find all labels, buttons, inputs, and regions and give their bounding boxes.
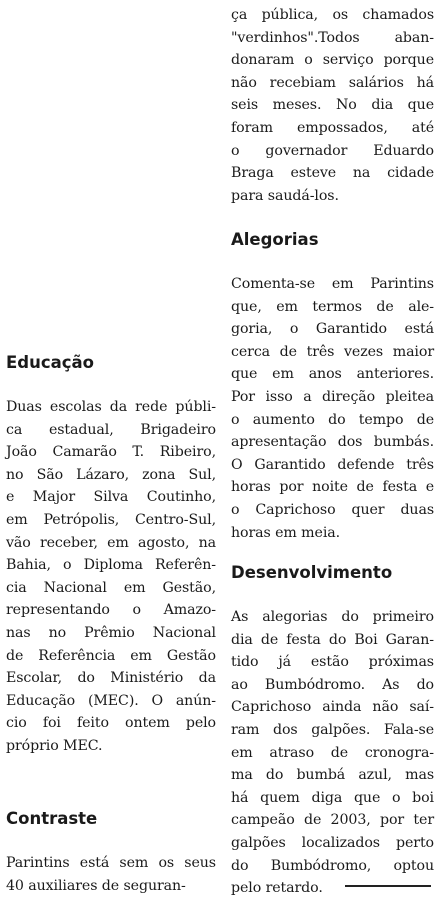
educacao-body — [6, 396, 216, 758]
text-line: nas no Prêmio Nacional — [6, 624, 216, 641]
text-line: Parintins está sem os seus — [6, 855, 216, 871]
text-line: vão receber, em agosto, na — [6, 534, 216, 551]
text-line: dia de festa do Boi Garan- — [231, 631, 434, 648]
text-line: campeão de 2003, por ter — [231, 812, 434, 829]
educacao-heading: Educação — [6, 353, 94, 372]
text-line: Bahia, o Diploma Referên- — [6, 557, 216, 574]
text-line: e Major Silva Coutinho, — [6, 489, 216, 506]
text-line: no São Lázaro, zona Sul, — [6, 466, 216, 483]
text-line: As alegorias do primeiro — [231, 609, 434, 625]
alegorias-body — [231, 273, 434, 544]
desenvolvimento-heading: Desenvolvimento — [231, 563, 393, 582]
text-line: João Camarão T. Ribeiro, — [6, 444, 216, 461]
intro-body — [231, 4, 434, 207]
intro-paragraph — [231, 4, 434, 207]
text-line: o aumento do tempo de — [231, 411, 434, 428]
alegorias-heading: Alegorias — [231, 230, 319, 249]
text-line: o governador Eduardo — [231, 142, 434, 159]
text-line: Comenta-se em Parintins — [231, 276, 434, 292]
text-line: para saudá-los. — [231, 187, 339, 204]
text-line: cerca de três vezes maior — [231, 343, 434, 360]
end-rule — [345, 885, 431, 887]
text-line: cio foi feito ontem pelo — [6, 715, 216, 732]
text-line: ca estadual, Brigadeiro — [6, 421, 216, 438]
text-line: de Referência em Gestão — [6, 647, 216, 664]
text-line: Braga esteve na cidade — [231, 165, 434, 182]
text-line: ram dos galpões. Fala-se — [231, 721, 434, 738]
text-line: não recebiam salários há — [231, 74, 434, 91]
text-line: próprio MEC. — [6, 737, 103, 754]
text-line: em Petrópolis, Centro-Sul, — [6, 511, 216, 528]
desenvolvimento-body — [231, 606, 434, 900]
text-line: há quem diga que o boi — [231, 789, 434, 806]
text-line: Educação (MEC). O anún- — [6, 692, 216, 709]
text-line: cia Nacional em Gestão, — [6, 579, 216, 596]
text-line: Escolar, do Ministério da — [6, 670, 216, 687]
educacao-paragraph — [6, 396, 216, 758]
text-line: Por isso a direção pleitea — [231, 388, 434, 405]
text-line: apresentação dos bumbás. — [231, 434, 434, 451]
text-line: Caprichoso ainda não saí- — [231, 699, 434, 716]
text-line: o Caprichoso quer duas — [231, 501, 434, 518]
text-line: foram empossados, até — [231, 119, 434, 136]
text-line: em atraso de cronogra- — [231, 744, 434, 761]
text-line: goria, o Garantido está — [231, 321, 434, 338]
desenvolvimento-paragraph — [231, 606, 434, 900]
text-line: seis meses. No dia que — [231, 97, 434, 114]
text-line: horas em meia. — [231, 524, 341, 541]
text-line: Duas escolas da rede públi- — [6, 399, 216, 415]
text-line: ma do bumbá azul, mas — [231, 767, 434, 784]
text-line: representando o Amazo- — [6, 602, 216, 619]
text-line: O Garantido defende três — [231, 456, 434, 473]
text-line: horas por noite de festa e — [231, 479, 434, 496]
text-line: que, em termos de ale- — [231, 298, 434, 315]
text-line: 40 auxiliares de seguran- — [6, 877, 186, 894]
alegorias-paragraph — [231, 273, 434, 544]
contraste-paragraph — [6, 852, 216, 897]
text-line: que em anos anteriores. — [231, 366, 434, 383]
text-line: donaram o serviço porque — [231, 52, 434, 69]
text-line: do Bumbódromo, optou — [231, 857, 434, 874]
contraste-heading: Contraste — [6, 809, 98, 828]
text-line: ça pública, os chamados — [231, 7, 434, 23]
text-line: "verdinhos".Todos aban- — [231, 29, 434, 46]
text-line: ao Bumbódromo. As do — [231, 676, 434, 693]
contraste-body — [6, 852, 216, 897]
text-line: tido já estão próximas — [231, 654, 434, 671]
text-line: galpões localizados perto — [231, 834, 434, 851]
text-line: pelo retardo. — [231, 880, 323, 897]
